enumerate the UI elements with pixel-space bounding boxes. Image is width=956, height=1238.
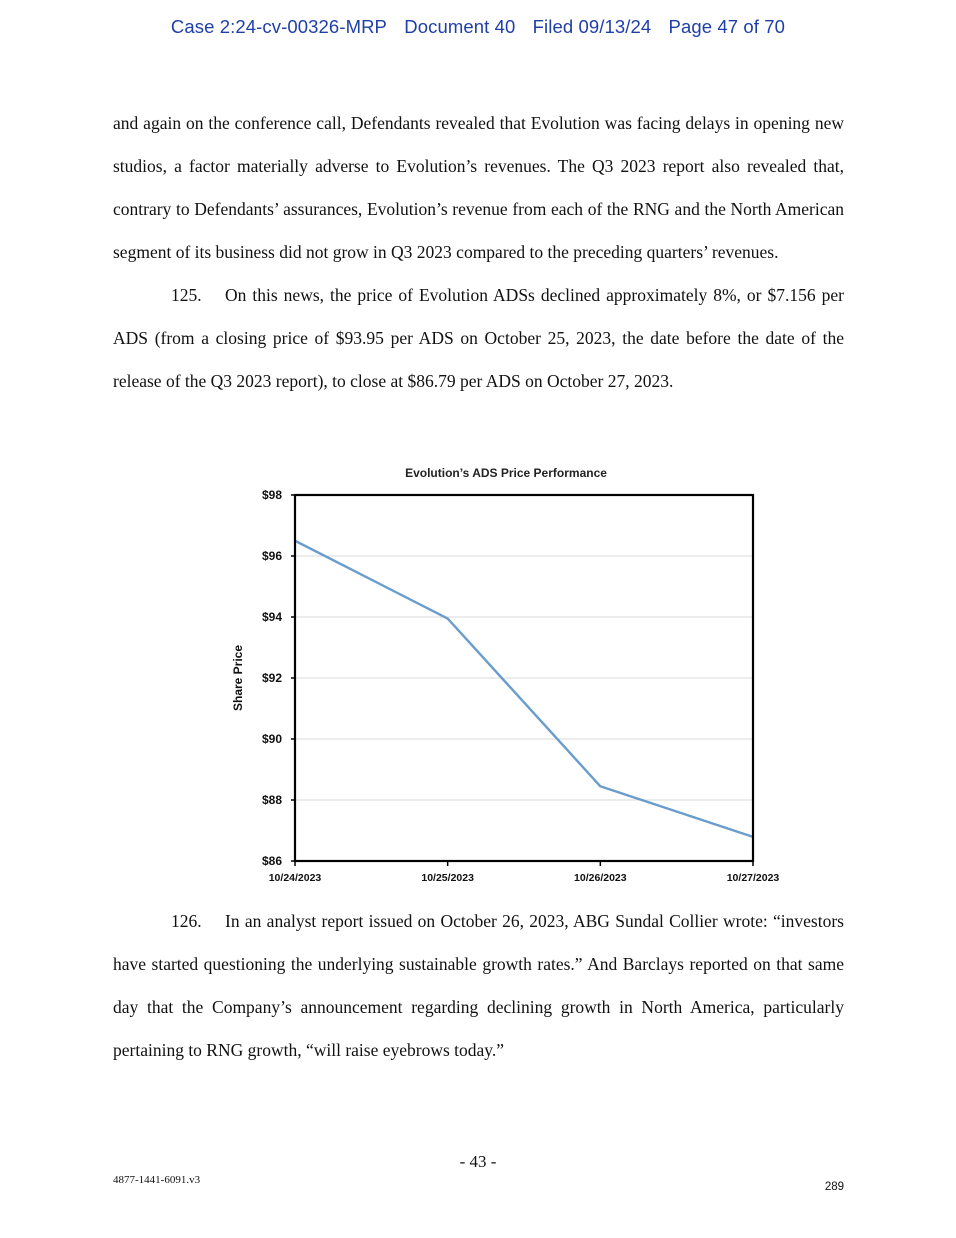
x-tick-label: 10/24/2023	[268, 872, 322, 884]
gridlines	[295, 556, 753, 800]
y-tick-label: $98	[261, 488, 282, 502]
series-line	[295, 541, 753, 837]
document-id: 4877-1441-6091.v3	[113, 1174, 201, 1186]
y-tick-label: $92	[261, 671, 282, 685]
bates-number: 289	[824, 1181, 844, 1193]
paragraph-126	[113, 900, 844, 1072]
paragraph-number: 125.	[171, 285, 202, 305]
y-tick-label: $96	[261, 549, 282, 563]
x-tick-label: 10/26/2023	[574, 872, 627, 884]
y-tick-label: $88	[261, 793, 282, 807]
paragraph-text: On this news, the price of Evolution ADSs declined approximately 8%, or $7.156 per ADS (from a closing price of $93.95 per ADS on October 25, 2023, the date before the date of the release of the Q3 2023 report), to close at $86.79 per ADS on October 27, 2023.	[113, 285, 844, 391]
y-tick-label: $86	[261, 854, 282, 868]
x-tick-label: 10/25/2023	[421, 872, 474, 884]
paragraph-number: 126.	[171, 911, 202, 931]
filing-header	[0, 16, 956, 38]
paragraph-text: In an analyst report issued on October 26, 2023, ABG Sundal Collier wrote: “investors have started questioning the underlying sustainable growth rates.” And Barclays reported on that same day that the Company’s announcement regarding declining growth in North America, particularly pertaining to RNG growth, “will raise eyebrows today.”	[113, 911, 844, 1060]
body-text-lower	[113, 900, 844, 1072]
case-number: Case 2:24-cv-00326-MRP	[170, 16, 387, 37]
filed-date: Filed 09/13/24	[532, 16, 652, 37]
chart-svg	[215, 460, 805, 890]
chart-title: Evolution’s ADS Price Performance	[405, 466, 607, 480]
price-chart	[215, 460, 805, 890]
page-number: - 43 -	[459, 1152, 497, 1171]
y-axis-label: Share Price	[231, 644, 245, 712]
x-tick-label: 10/27/2023	[726, 872, 780, 884]
x-axis-ticks	[269, 861, 780, 884]
paragraph-continuation: and again on the conference call, Defendants revealed that Evolution was facing delays in opening new studios, a factor materially adverse to Evolution’s revenues. The Q3 2023 report also revealed that, contrary to Defendants’ assurances, Evolution’s revenue from each of the RNG and the North American segment of its business did not grow in Q3 2023 compared to the preceding quarters’ revenues.	[113, 113, 844, 262]
page-of-pages: Page 47 of 70	[668, 16, 786, 37]
document-number: Document 40	[404, 16, 516, 37]
y-axis-ticks	[262, 488, 295, 868]
body-text-upper	[113, 102, 844, 403]
paragraph-125	[113, 274, 844, 403]
y-tick-label: $90	[261, 732, 282, 746]
y-tick-label: $94	[261, 610, 282, 624]
series-layer	[295, 541, 753, 837]
